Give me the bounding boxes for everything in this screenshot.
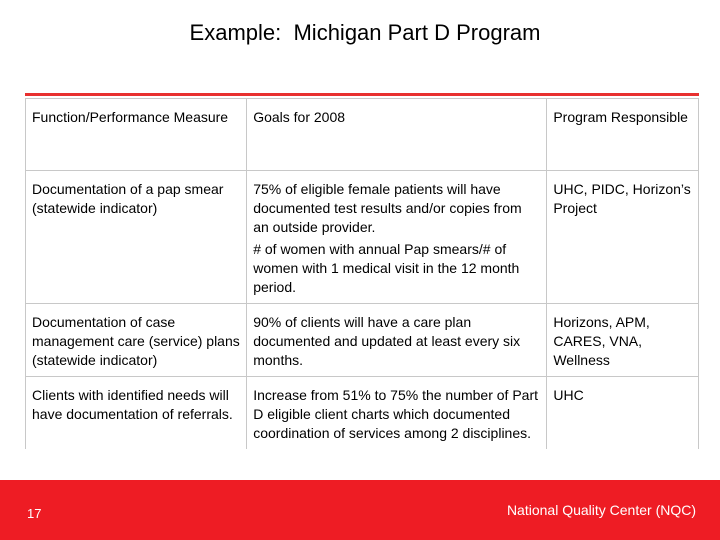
program-table [25,98,699,449]
table-row [26,377,699,450]
cell-goal [247,171,547,304]
cell-measure: Clients with identified needs will have documentation of referrals. [26,377,247,450]
header-cell-goals: Goals for 2008 [247,99,547,171]
cell-responsible: UHC, PIDC, Horizon’s Project [547,171,699,304]
goal-metric-text: # of women with annual Pap smears/# of women with 1 medical visit in the 12 month period. [253,241,520,295]
goal-text: 75% of eligible female patients will have documented test results and/or copies from an outside provider. [253,181,522,235]
table-header-row [26,99,699,171]
table-row [26,171,699,304]
slide-title: Example: Michigan Part D Program [189,20,541,45]
footer-bar [0,480,720,540]
cell-measure: Documentation of case management care (service) plans (statewide indicator) [26,304,247,377]
header-cell-responsible: Program Responsible [547,99,699,171]
organization-name: National Quality Center (NQC) [506,502,696,518]
cell-goal: 90% of clients will have a care plan documented and updated at least every six months. [247,304,547,377]
cell-goal: Increase from 51% to 75% the number of Part D eligible client charts which documented coordination of services among 2 disciplines. [247,377,547,450]
title-divider [25,93,699,96]
table-row [26,304,699,377]
header-cell-measure: Function/Performance Measure [26,99,247,171]
cell-responsible: Horizons, APM, CARES, VNA, Wellness [547,304,699,377]
cell-responsible: UHC [547,377,699,450]
page-number: 17 [27,506,42,521]
cell-measure: Documentation of a pap smear (statewide indicator) [26,171,247,304]
